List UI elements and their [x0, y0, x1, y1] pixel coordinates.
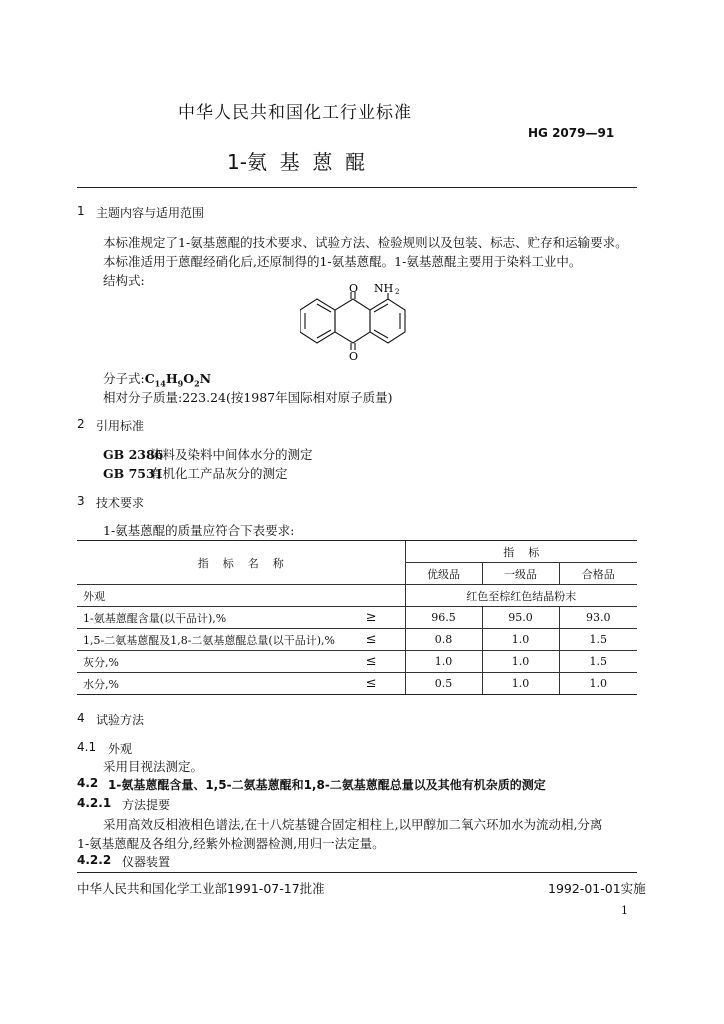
value-cell: 1.0 [482, 651, 559, 673]
table-row [77, 673, 637, 695]
section-4-2-heading: 1-氨基蒽醌含量、1,5-二氨基蒽醌和1,8-二氨基蒽醌总量以及其他有机杂质的测定 [108, 778, 546, 792]
table-header-row [77, 541, 637, 563]
molecular-formula-line [103, 369, 211, 389]
table-intro: 1-氨基蒽醌的质量应符合下表要求: [103, 523, 295, 538]
effective-date: 1992-01-01实施 [548, 881, 646, 896]
approval-date: 中华人民共和国化学工业部1991-07-17批准 [77, 881, 325, 896]
row-name-cell [77, 673, 405, 695]
value-cell: 0.8 [405, 629, 482, 651]
footer-rule [77, 872, 637, 873]
value-cell: 95.0 [482, 607, 559, 629]
carbonyl-oxygen-bottom: O [349, 350, 359, 363]
row-name-cell [77, 607, 405, 629]
value-cell: 96.5 [405, 607, 482, 629]
table-row [77, 585, 637, 607]
section-1-paragraph-2: 本标准适用于蒽醌经硝化后,还原制得的1-氨基蒽醌。1-氨基蒽醌主要用于染料工业中。 [103, 254, 582, 269]
document-title: 1-氨 基 蒽 醌 [227, 150, 366, 174]
table-row [77, 607, 637, 629]
value-cell: 1.5 [559, 651, 637, 673]
carbonyl-oxygen-top: O [349, 284, 359, 295]
row-name: 灰分,% [83, 655, 119, 669]
molecular-formula-label: 分子式: [103, 371, 145, 386]
value-cell: 1.0 [482, 629, 559, 651]
comparison-symbol: ≥ [365, 610, 377, 625]
page-number: 1 [621, 904, 628, 917]
grade-superior: 优级品 [405, 563, 482, 585]
section-4-2-2-heading: 仪器装置 [122, 855, 171, 869]
row-name: 1-氨基蒽醌含量(以干品计),% [83, 611, 227, 625]
section-1-number: 1 [77, 204, 85, 218]
section-2-heading: 引用标准 [96, 419, 145, 433]
table-row [77, 651, 637, 673]
grade-first: 一级品 [482, 563, 559, 585]
middle-ring [335, 299, 370, 343]
section-4-heading: 试验方法 [96, 713, 145, 727]
section-3-number: 3 [77, 494, 85, 508]
header-index-cell: 指 标 [405, 541, 637, 563]
standard-organization: 中华人民共和国化工行业标准 [178, 103, 412, 123]
section-4-2-1-text-line-1: 采用高效反相液相色谱法,在十八烷基键合固定相柱上,以甲醇加二氧六环加水为流动相,分离 [103, 817, 603, 832]
header-name-cell: 指 标 名 称 [77, 541, 405, 585]
section-4-1-heading: 外观 [108, 742, 133, 756]
row-name: 外观 [77, 585, 405, 607]
section-3-heading: 技术要求 [96, 496, 145, 510]
quality-table [77, 540, 637, 695]
value-cell: 1.0 [405, 651, 482, 673]
amino-group: NH [374, 284, 394, 295]
section-4-2-1-text-line-2: 1-氨基蒽醌及各组分,经紫外检测器检测,用归一法定量。 [77, 836, 385, 851]
value-cell: 1.5 [559, 629, 637, 651]
row-name: 1,5-二氨基蒽醌及1,8-二氨基蒽醌总量(以干品计),% [83, 633, 335, 647]
header-rule [77, 187, 637, 188]
reference-2 [103, 464, 288, 482]
section-4-2-1-heading: 方法提要 [122, 798, 171, 812]
reference-title: 染料及染料中间体水分的测定 [150, 447, 313, 462]
section-1-heading: 主题内容与适用范围 [96, 206, 205, 220]
comparison-symbol: ≤ [365, 676, 377, 691]
value-cell: 93.0 [559, 607, 637, 629]
comparison-symbol: ≤ [365, 654, 377, 669]
reference-code: GB 7531 [103, 466, 164, 481]
section-4-1-number: 4.1 [77, 740, 97, 754]
row-name-cell [77, 629, 405, 651]
molecular-mass: 相对分子质量:223.24(按1987年国际相对原子质量) [103, 390, 393, 405]
grade-qualified: 合格品 [559, 563, 637, 585]
section-2-number: 2 [77, 417, 85, 431]
reference-title: 有机化工产品灰分的测定 [150, 466, 288, 481]
section-4-2-number: 4.2 [77, 776, 99, 790]
comparison-symbol: ≤ [365, 632, 377, 647]
section-4-number: 4 [77, 711, 85, 725]
structure-label: 结构式: [103, 273, 145, 288]
value-cell: 0.5 [405, 673, 482, 695]
value-cell: 1.0 [482, 673, 559, 695]
molecular-formula: $C_{14}H_9O_2N$ [144, 371, 212, 389]
section-4-2-2-number: 4.2.2 [77, 853, 112, 867]
section-4-1-text: 采用目视法测定。 [103, 759, 204, 774]
table-row [77, 629, 637, 651]
reference-code: GB 2386 [103, 447, 164, 462]
standard-code: HG 2079—91 [528, 126, 615, 140]
section-4-2-1-number: 4.2.1 [77, 796, 112, 810]
amino-subscript: 2 [395, 288, 400, 296]
row-name: 水分,% [83, 677, 119, 691]
row-name-cell [77, 651, 405, 673]
section-1-paragraph-1: 本标准规定了1-氨基蒽醌的技术要求、试验方法、检验规则以及包装、标志、贮存和运输要求。 [103, 235, 628, 250]
appearance-value: 红色至棕红色结晶粉末 [405, 585, 637, 607]
structural-formula [300, 284, 420, 366]
reference-1 [103, 445, 313, 463]
value-cell: 1.0 [559, 673, 637, 695]
